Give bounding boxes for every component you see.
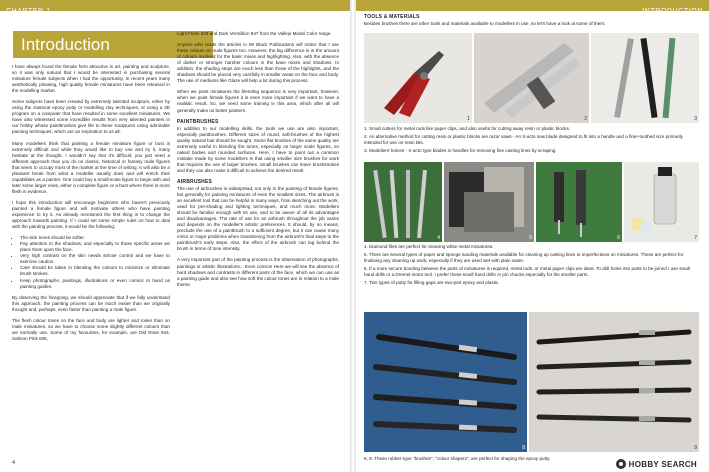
chapter-header-bar [356,0,709,15]
photo-colour-shapers-2 [529,312,699,452]
shapers-closeup-image [529,312,699,452]
list-item: • Very high contrast on the skin needs stricter control and we have to exercise caution. [20,253,170,265]
paragraph: Anyone who reads the articles in Mr Black Publications will notice that I use these colours on male figures too. However, the big difference is in the amount of colours involved for the basic mixes and highlighting. Also, with the absence of darker or stronger harsher colours in the base mixes and shadows. In addition, the shading steps are much less than those of the highlights, and the shadows should be placed very carefully in smaller areas on the face and body. The use of mediums like Glaze will help a lot during this process. [177,42,339,84]
caption: 8, 9. These rubber-type "brushes", "colour shapers", are perfect for shaping the epoxy putty. [364,456,551,461]
caption: 1. Small cutters for metal rods like paper clips, and also useful for cutting away resin or plastic blocks. [364,126,571,131]
caption: 2. An alternative method for cutting resin or plastic blocks are razor saws - An X-acto saw blade designed to fit into a handle and a finer-toothed size primarily intended for use on resin kits. [364,134,683,145]
watermark-text: HOBBY SEARCH [628,459,697,469]
paragraph: Light Flesh 928 and Dark Vermillion 947 from the Vallejo Model Color range. [177,31,332,36]
chapter-label: INTRODUCTION [642,8,703,15]
caption: 4. Diamond files are perfect for cleaning white metal miniatures. [364,244,494,249]
left-page [0,0,350,472]
sanding-image [444,162,534,242]
files-image [364,162,442,242]
hobby-search-logo-icon [616,459,626,469]
paragraph: By observing the foregoing, we should appreciate that if we fully understand this approach, the painting process can be much easier than we originally thought and, perhaps, even faster than painting a male figure. [12,294,170,312]
paragraph: The use of airbrushes is widespread, not only in the painting of female figures, but generally for painting miniatures of even the smallest sizes. The airbrush is an excellent tool that can be helpful in many ways, from sketching out the work, used for pre-shading and lighting techniques, and much more. Modellers should be familiar enough with its use, and to be aware of all its advantages and disadvantages. The rate of use for an airbrush throughout the job varies and depends on the modeller's artistic preferences. It should, by no means, preclude the use of a paintbrush to a sufficient degree, but it can cause many minor or major problems when transitioning from the airbrush's final steps to the paintbrush's early steps. Also, the effect of the airbrush can lag behind the brush in terms of tone intensity. [177,185,339,252]
photo-putty [624,162,699,242]
photo-number: 1 [467,116,470,122]
putty-image [624,162,699,242]
paragraph: In addition to our modelling skills, the tools we use are also important, especially paintbrushes. Different sizes of round, soft-brushes of the highest quality natural hair should be sought. Some flat brushes of the same quality are extremely useful in blending the tones, especially on larger scale figures, on naked bodies and rounded surfaces. Here, I have to point out a common mistake made by some modellers is that using smaller size brushes for work that requires the use of larger brushes. Small brushes can leave brushstrokes and they can also make it difficult to achieve the desired result. [177,125,339,173]
paragraph: When we paint miniatures the blending sequence is very important, however, when we paint female figures it is even more important if we want to have a realistic result. So, we need some training in this area, which after all will generally make us better painters. [177,89,339,113]
paragraph: Many modellers think that painting a female miniature figure or bust is extremely difficult and while they would like to buy one and try it, many hesitate at the thought. I wouldn't say that it's difficult; you just need a different approach than you do on classic, historical or fantasy male figures that seem to occupy most of the market at the time of writing. It will also be a pleasant break from what a modeller usually does and will enrich their capabilities as a painter. One could buy a small-scale figure to begin with and later some larger ones, either a complete figure or a bust where there is more flesh in evidence. [12,140,170,194]
list-item: • Keep photographs, paintings, illustrations or even comics to hand as painting guides. [20,278,170,290]
left-column-1 [12,64,170,347]
knives-image [591,33,699,123]
photo-number: 3 [694,116,697,122]
photo-cutters [364,33,472,123]
caption: 3. Modellers' knives - X-acto type blades in handles for removing fine casting lines by scraping. [364,148,557,153]
paragraph: I hope this introduction will encourage beginners who haven't previously painted a female figure and will motivate others who have painting experience to try it. As already mentioned the first thing is to change the approach towards painting. If I could set some simple rules on how to deal with the painting process, it would be the following: [12,199,170,230]
photo-colour-shapers-1 [364,312,527,452]
captions-1-3 [364,126,699,156]
page-title: Introduction [21,35,110,54]
photo-number: 2 [584,116,587,122]
photo-diamond-files [364,162,442,242]
caption: 5. There are several types of paper and sponge sanding materials available for cleaning up casting lines or imperfections on miniatures. These are perfect for finalising any cleaning up work, especially if they are used wet with plain water. [364,252,684,263]
photo-knives [591,33,699,123]
list-item: • The skin tones should be softer. [20,235,170,241]
tools-intro [364,14,696,32]
saws-image [474,33,589,123]
cutters-image [364,33,472,123]
right-page [356,0,709,472]
paragraph: The flesh colour tones on the face and body are lighter and rosier than on male miniatures, so we have to choose some slightly different colours than we normally use. Some of my favourites, for example, are Old Rose 944, Salmon Pink 835, [12,317,170,341]
photo-number: 8 [522,445,525,451]
photo-number: 7 [694,235,697,241]
photo-number: 9 [694,445,697,451]
photo-razor-saws [474,33,589,123]
section-heading-paintbrushes: PAINTBRUSHES [177,118,219,125]
caption: 6. If a more secure bonding between the parts of miniatures is required, metal rods, or metal paper clips are ideal. To drill holes into parts to be joined I use small hand drills or a Dremel motor tool. I prefer these small hand drills or pin chucks especially for the smaller parts. [364,266,690,277]
photo-number: 5 [529,235,532,241]
list-item: • Care should be taken in blending the colours to minimize or eliminate brush strokes. [20,265,170,277]
photo-sanding [444,162,534,242]
paragraph: Besides brushes there are other tools and materials available to modellers in use, so let's have a look at some of them: [364,21,606,26]
photo-number: 6 [617,235,620,241]
list-item: • Pay attention to the shadows, and especially to those specific areas we place them upon the face. [20,241,170,253]
paragraph: Some subjects have been created by extremely talented sculptors, either by using the classical epoxy putty or modelling clay techniques, or using a 3D program on a computer that have resulted in some excellent miniatures. We have also witnessed some incredible results from very talented painters in our hobby whose paintbrushes give life to these sculptures using admirable painting techniques, which are an inspiration to us all. [12,99,170,135]
paragraph: I have always found the female form attractive in art, painting and sculpture, so it was only natural that I would be interested in purchasing several miniature female subjects when I had the opportunity. In recent years many aesthetically pleasing, high quality female miniatures have been released in the modelling market. [12,64,170,94]
photo-drills [536,162,622,242]
captions-4-7 [364,244,699,288]
shapers-image [364,312,527,452]
left-column-2 [177,31,339,293]
chapter-label: CHAPTER 1 [6,8,51,15]
page-number: 4 [12,460,16,466]
section-heading-airbrushes: AIRBRUSHES [177,178,213,185]
paragraph: A very important part of the painting process is the observation of photographs, paintings or artistic illustrations... Even comics! Here we will see the absence of hard shadows and contrasts in different parts of the face, which we can use as a painting guide and also see how soft the colour tones are in relation to a male theme. [177,257,339,287]
captions-8-9 [364,456,594,464]
caption: 7. Two types of putty for filling gaps are two-part epoxy and plastic. [364,280,500,285]
section-heading-tools: TOOLS & MATERIALS [364,14,420,20]
watermark [616,459,697,469]
chapter-header-bar [0,0,350,15]
photo-number: 4 [437,235,440,241]
rules-list [12,235,170,289]
drills-image [536,162,622,242]
